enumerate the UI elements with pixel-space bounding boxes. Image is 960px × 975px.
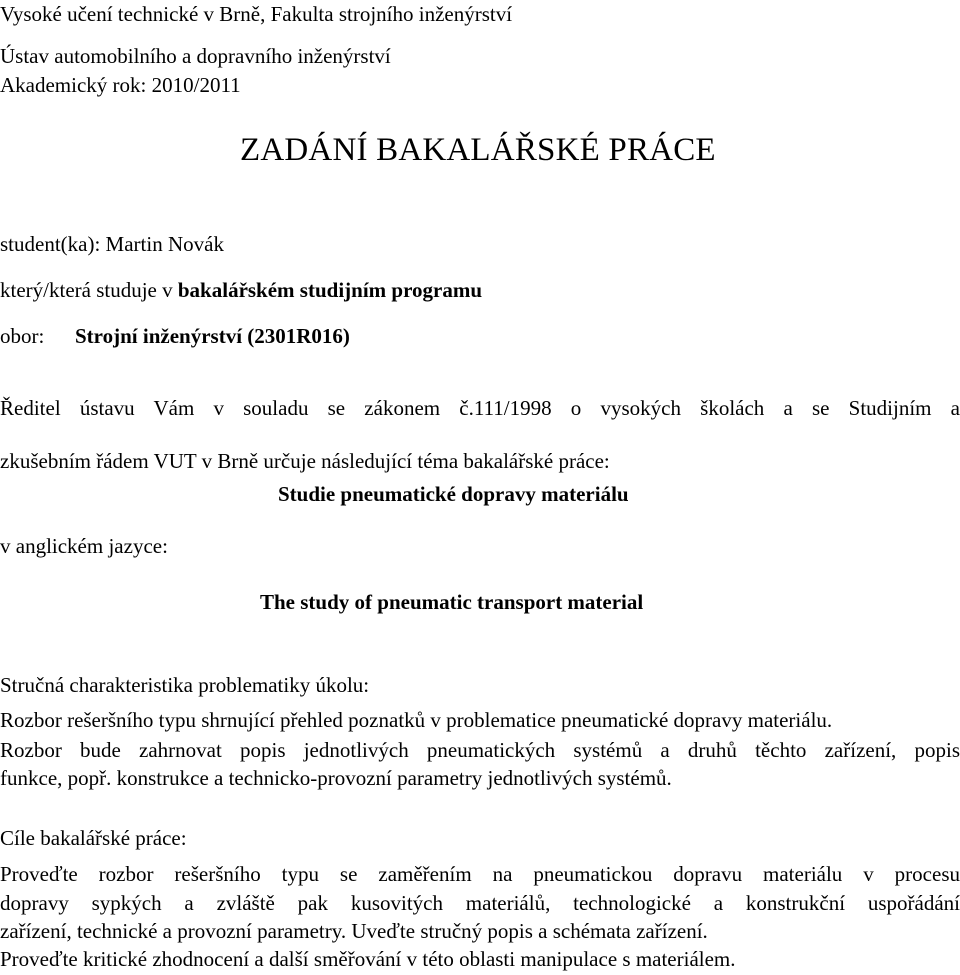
academic-year-line: Akademický rok: 2010/2011: [0, 73, 241, 97]
goals-line-1: Proveďte rozbor rešeršního typu se zaměřením na pneumatickou dopravu materiálu v procesu: [0, 862, 960, 886]
characteristics-heading: Stručná charakteristika problematiky úkolu:: [0, 673, 370, 697]
obor-value: Strojní inženýrství (2301R016): [75, 324, 350, 348]
goals-line-2: dopravy sypkých a zvláště pak kusovitých materiálů, technologické a konstrukční uspořádání: [0, 891, 960, 915]
goals-heading: Cíle bakalářské práce:: [0, 826, 187, 850]
characteristics-line-1: Rozbor rešeršního typu shrnující přehled poznatků v problematice pneumatické dopravy materiálu.: [0, 708, 833, 732]
document-title: ZADÁNÍ BAKALÁŘSKÉ PRÁCE: [240, 132, 716, 168]
student-line: student(ka): Martin Novák: [0, 232, 224, 256]
topic-english: The study of pneumatic transport material: [260, 590, 644, 614]
program-line: [0, 280, 482, 301]
program-prefix: který/která studuje v: [0, 278, 178, 302]
goals-line-3: zařízení, technické a provozní parametry. Uveďte stručný popis a schémata zařízení.: [0, 919, 708, 943]
faculty-line: Vysoké učení technické v Brně, Fakulta strojního inženýrství: [0, 2, 513, 26]
intro-line-1: Ředitel ústavu Vám v souladu se zákonem č.111/1998 o vysokých školách a se Studijním a: [0, 396, 960, 420]
characteristics-line-2: Rozbor bude zahrnovat popis jednotlivých pneumatických systémů a druhů těchto zařízení, popis: [0, 738, 960, 762]
obor-label: obor:: [0, 324, 45, 348]
topic-czech: Studie pneumatické dopravy materiálu: [278, 482, 629, 506]
goals-line-4: Proveďte kritické zhodnocení a další směřování v této oblasti manipulace s materiálem.: [0, 947, 736, 971]
institute-line: Ústav automobilního a dopravního inženýrství: [0, 44, 391, 68]
intro-line-2: zkušebním řádem VUT v Brně určuje následující téma bakalářské práce:: [0, 449, 610, 473]
english-label: v anglickém jazyce:: [0, 534, 168, 558]
program-name: bakalářském studijním programu: [177, 278, 483, 302]
characteristics-line-3: funkce, popř. konstrukce a technicko-provozní parametry jednotlivých systémů.: [0, 766, 672, 790]
